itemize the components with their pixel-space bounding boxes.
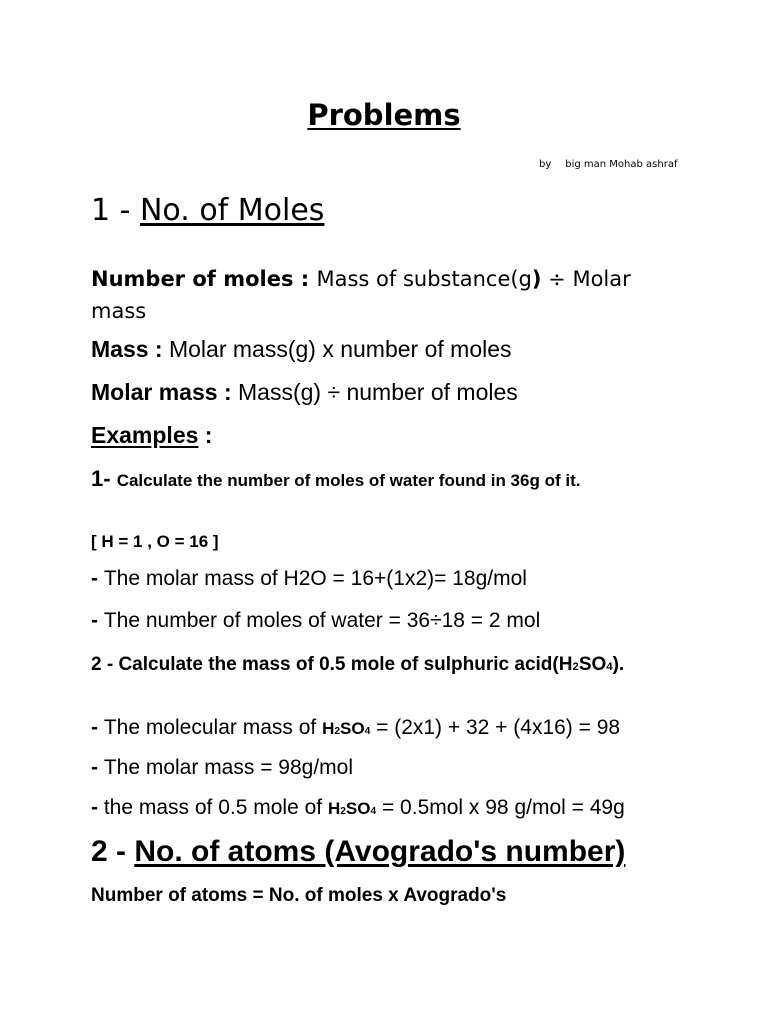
example-2-step-1 <box>91 716 620 740</box>
question-text-end: ). <box>612 654 625 675</box>
author-byline <box>539 159 677 170</box>
byline-by: by <box>539 159 552 170</box>
example-question: Calculate the number of moles of water found in 36g of it. <box>116 471 581 490</box>
definition-text: Molar mass(g) x number of moles <box>168 336 512 362</box>
section-title: No. of atoms (Avogrado's number) <box>134 835 626 868</box>
formula-h2so4: H2SO4 <box>322 719 371 738</box>
step-text-2: = (2x1) + 32 + (4x16) = 98 <box>370 716 621 739</box>
byline-author: big man Mohab ashraf <box>565 159 678 170</box>
step-text-2: = 0.5mol x 98 g/mol = 49g <box>376 796 625 819</box>
step-text: The molar mass of H2O = 16+(1x2)= 18g/mol <box>103 567 527 590</box>
example-1-step-2 <box>91 609 540 633</box>
section-number: 2 - <box>91 835 135 868</box>
subscript-4: 4 <box>606 661 613 673</box>
definition-mass <box>91 336 512 363</box>
step-text: The number of moles of water = 36÷18 = 2 mol <box>103 609 541 632</box>
example-2-question <box>91 651 681 681</box>
examples-label: Examples <box>91 422 199 448</box>
step-dash: - <box>91 716 104 739</box>
section-heading-atoms <box>91 835 625 869</box>
step-dash: - <box>91 567 104 590</box>
definition-label: Mass : <box>91 336 169 362</box>
definition-label: Number of moles : <box>91 267 317 291</box>
question-text-so: SO <box>578 654 607 675</box>
question-text: 2 - Calculate the mass of 0.5 mole of sulphuric acid(H <box>91 654 573 675</box>
step-text: the mass of 0.5 mole of <box>103 796 328 819</box>
example-number: 1- <box>91 466 117 491</box>
definition-molar-mass <box>91 379 518 406</box>
subscript-2: 2 <box>572 661 579 673</box>
examples-colon: : <box>198 422 213 448</box>
step-dash: - <box>91 609 104 632</box>
step-dash: - <box>91 796 104 819</box>
definition-number-of-moles <box>91 263 681 327</box>
example-1-question <box>91 466 580 492</box>
definition-number-of-atoms: Number of atoms = No. of moles x Avogrado's <box>91 885 507 906</box>
page-title: Problems <box>307 98 461 132</box>
step-text: The molecular mass of <box>103 716 323 739</box>
example-1-given-values: [ H = 1 , O = 16 ] <box>91 532 219 551</box>
examples-heading <box>91 422 212 449</box>
section-title: No. of Moles <box>139 193 325 228</box>
example-2-step-3 <box>91 796 625 820</box>
section-number: 1 - <box>91 193 140 228</box>
step-dash: - <box>91 756 104 779</box>
definition-text-2: ÷ Molar mass <box>91 267 631 323</box>
definition-label: Molar mass : <box>91 379 238 405</box>
definition-text: Mass(g) ÷ number of moles <box>238 379 518 405</box>
step-text: The molar mass = 98g/mol <box>103 756 354 779</box>
section-heading-moles <box>91 193 324 228</box>
formula-h2so4: H2SO4 <box>327 799 377 818</box>
example-1-step-1 <box>91 567 527 591</box>
definition-text: Mass of substance(g <box>316 267 532 291</box>
definition-paren: ) <box>531 267 542 291</box>
example-2-step-2 <box>91 756 353 780</box>
